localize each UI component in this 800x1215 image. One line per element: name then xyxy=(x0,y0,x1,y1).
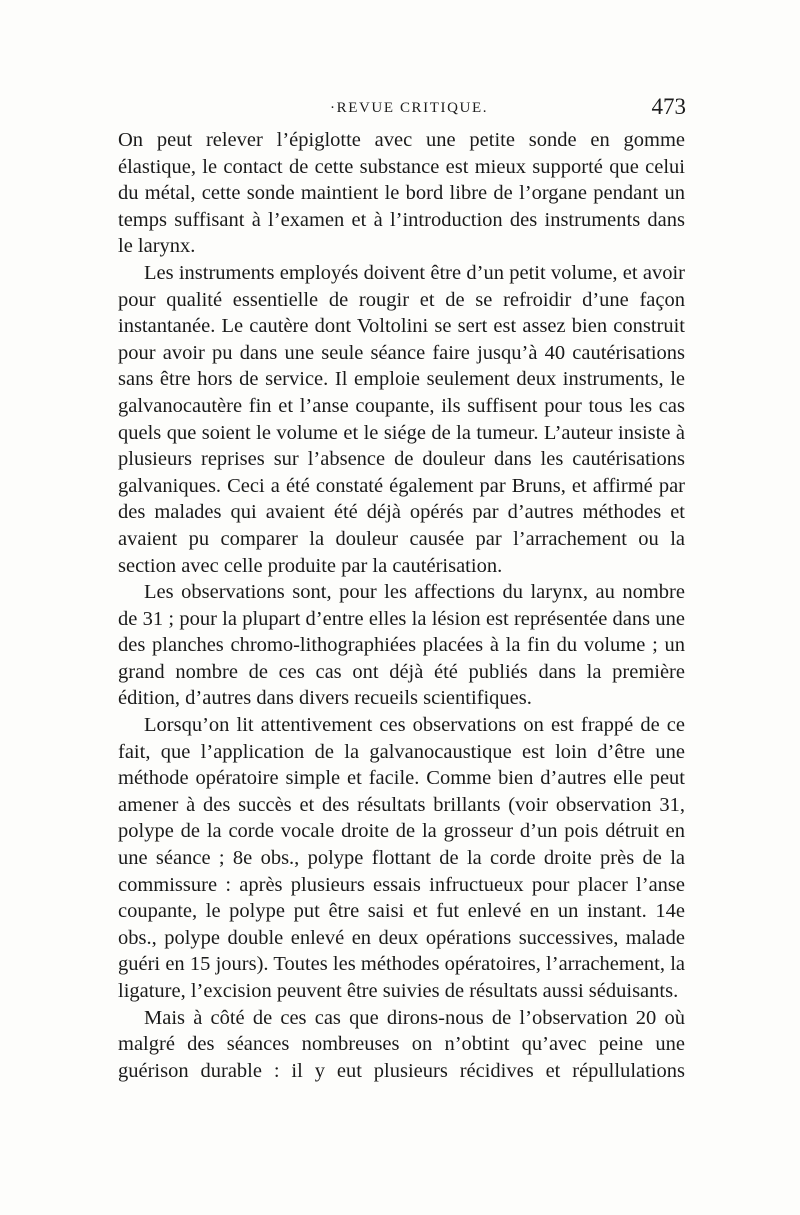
paragraph: Les observations sont, pour les affections du larynx, au nombre de 31 ; pour la plupart d’entre elles la lésion est représentée dans une des planches chromo-lithographiées placées à la fin du volume ; un grand nombre de ces cas ont déjà été publiés dans la première édition, d’autres dans divers recueils scientifiques. xyxy=(118,581,685,710)
page-number: 473 xyxy=(651,94,686,119)
paragraph: On peut relever l’épiglotte avec une petite sonde en gomme élastique, le contact de cette substance est mieux supporté que celui du métal, cette sonde maintient le bord libre de l’organe pendant un temps suffisant à l’examen et à l’introduction des instruments dans le larynx. xyxy=(118,129,685,258)
paragraph: Lorsqu’on lit attentivement ces observations on est frappé de ce fait, que l’application de la galvanocaustique est loin d’être une méthode opératoire simple et facile. Comme bien d’autres elle peut amener à des succès et des résultats brillants (voir observation 31, polype de la corde vocale droite de la grosseur d’un pois détruit en une séance ; 8e obs., polype flottant de la corde droite près de la commissure : après plusieurs essais infructueux pour placer l’anse coupante, le polype put être saisi et fut enlevé en un instant. 14e obs., polype double enlevé en deux opérations successives, malade guéri en 15 jours). Toutes les méthodes opératoires, l’arrachement, la ligature, l’excision peuvent être suivies de résultats aussi séduisants. xyxy=(118,714,685,1002)
running-title: ·REVUE CRITIQUE. xyxy=(330,100,489,116)
paragraph: Les instruments employés doivent être d’un petit volume, et avoir pour qualité essentielle de rougir et de se refroidir d’une façon instantanée. Le cautère dont Voltolini se sert est assez bien construit pour avoir pu dans une seule séance faire jusqu’à 40 cautérisations sans être hors de service. Il emploie seulement deux instruments, le galvanocautère fin et l’anse coupante, ils suffisent pour tous les cas quels que soient le volume et le siége de la tumeur. L’auteur insiste à plusieurs reprises sur l’absence de douleur dans les cautérisations galvaniques. Ceci a été constaté également par Bruns, et affirmé par des malades qui avaient été déjà opérés par d’autres méthodes et avaient pu comparer la douleur causée par l’arrachement ou la section avec celle produite par la cautérisation. xyxy=(118,261,685,577)
running-header xyxy=(118,94,686,124)
paragraph: Mais à côté de ces cas que dirons-nous de l’observation 20 où malgré des séances nombreuses on n’obtint qu’avec peine une guérison durable : il y eut plusieurs récidives et répullulations xyxy=(118,1006,685,1082)
body-text xyxy=(118,127,685,1084)
